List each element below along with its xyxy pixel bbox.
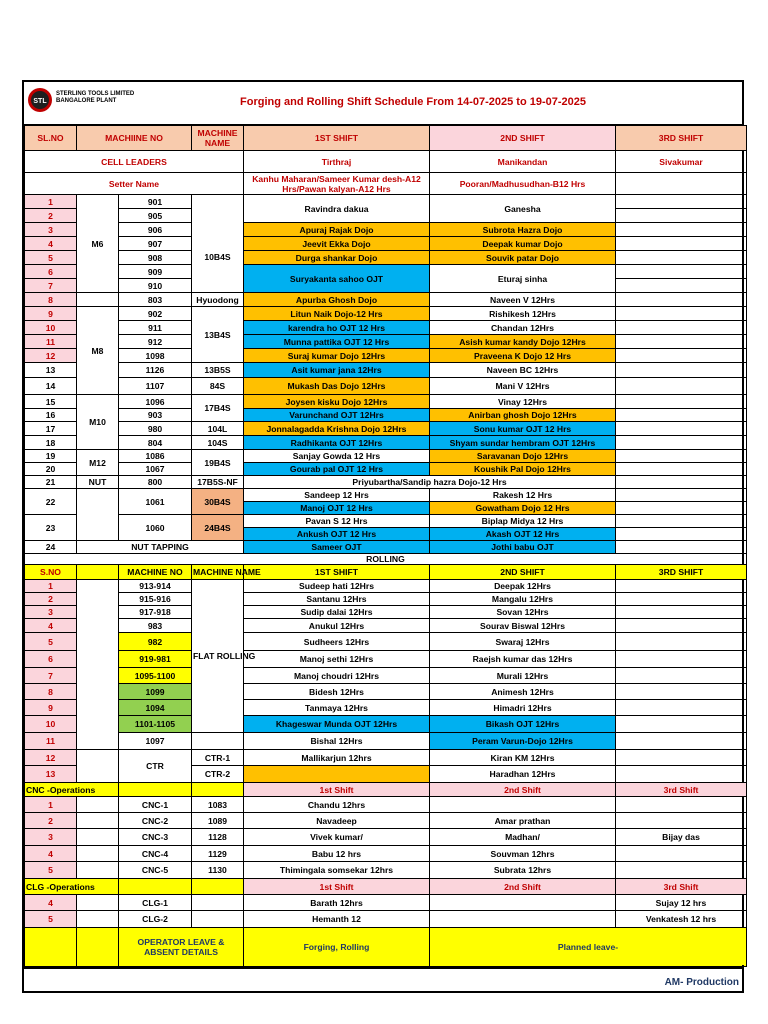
table-row: 12 1098 Suraj kumar Dojo 12Hrs Praveena K Dojo 12 Hrs — [25, 349, 747, 363]
table-row: 10 1101-1105 Khageswar Munda OJT 12Hrs Bikash OJT 12Hrs — [25, 716, 747, 733]
table-row: 16 903 Varunchand OJT 12Hrs Anirban ghosh Dojo 12Hrs — [25, 409, 747, 422]
clg-header-row: CLG -Operations 1st Shift 2nd Shift 3rd Shift — [25, 879, 747, 895]
leave-label: OPERATOR LEAVE & ABSENT DETAILS — [119, 928, 244, 967]
table-row: 10 911 karendra ho OJT 12 Hrs Chandan 12Hrs — [25, 321, 747, 335]
cell-leaders-row — [25, 151, 747, 173]
table-row: 2 915-916 Santanu 12Hrs Mangalu 12Hrs — [25, 593, 747, 606]
col-machine-no: MACHIINE NO — [77, 126, 192, 151]
cnc-label: CNC -Operations — [25, 783, 119, 797]
rolling-title-row — [25, 554, 747, 565]
title-row — [24, 82, 742, 125]
footer — [22, 965, 744, 993]
cell-leader-2: Manikandan — [430, 151, 616, 173]
table-row: 22 1061 30B4S Sandeep 12 Hrs Rakesh 12 Hrs — [25, 489, 747, 502]
group-m10: M10 — [77, 395, 119, 450]
table-row: 7 910 — [25, 279, 747, 293]
footer-text: AM- Production — [664, 977, 739, 988]
table-row: 2 CNC-2 1089 Navadeep Amar prathan — [25, 813, 747, 829]
leave-planned: Planned leave- — [430, 928, 747, 967]
leave-forging-rolling: Forging, Rolling — [244, 928, 430, 967]
table-row: 4 983 Anukul 12Hrs Sourav Biswal 12Hrs — [25, 619, 747, 633]
group-m6: M6 — [77, 195, 119, 293]
table-row: Manoj OJT 12 Hrs Gowatham Dojo 12 Hrs — [25, 502, 747, 515]
table-row: 21 NUT 800 17B5S-NF Priyubartha/Sandip hazra Dojo-12 Hrs — [25, 476, 747, 489]
table-row: 4 CNC-4 1129 Babu 12 hrs Souvman 12hrs — [25, 846, 747, 862]
setter-row — [25, 173, 747, 195]
clg-label: CLG -Operations — [25, 879, 119, 895]
rolling-title: ROLLING — [25, 554, 747, 565]
table-row: 3 917-918 Sudip dalai 12Hrs Sovan 12Hrs — [25, 606, 747, 619]
col-3rd-shift: 3RD SHIFT — [616, 126, 747, 151]
table-row: 3 CNC-3 1128 Vivek kumar/ Madhan/ Bijay das — [25, 829, 747, 846]
col-2nd-shift: 2ND SHIFT — [430, 126, 616, 151]
table-row: 17 980 104L Jonnalagadda Krishna Dojo 12Hrs Sonu kumar OJT 12 Hrs — [25, 422, 747, 436]
table-row: 5 CLG-2 Hemanth 12 Venkatesh 12 hrs — [25, 911, 747, 928]
table-row: 1 913-914 FLAT ROLLING Sudeep hati 12Hrs Deepak 12Hrs — [25, 580, 747, 593]
table-row: Ankush OJT 12 Hrs Akash OJT 12 Hrs — [25, 528, 747, 541]
schedule-sheet — [22, 80, 744, 969]
setter-label: Setter Name — [25, 173, 244, 195]
cell-leader-3: Sivakumar — [616, 151, 747, 173]
table-row: 13 CTR-2 Haradhan 12Hrs — [25, 766, 747, 783]
cnc-header-row: CNC -Operations 1st Shift 2nd Shift 3rd Shift — [25, 783, 747, 797]
col-machine-name: MACHINE NAME — [192, 126, 244, 151]
schedule-table — [24, 125, 747, 967]
page-title: Forging and Rolling Shift Schedule From 14-07-2025 to 19-07-2025 — [240, 96, 586, 108]
col-sl-no: SL.NO — [25, 126, 77, 151]
table-row: 7 1095-1100 Manoj choudri 12Hrs Murali 12Hrs — [25, 668, 747, 684]
table-row: 13 1126 13B5S Asit kumar jana 12Hrs Naveen BC 12Hrs — [25, 363, 747, 378]
table-row: 14 1107 84S Mukash Das Dojo 12Hrs Mani V 12Hrs — [25, 378, 747, 395]
nut-tapping-label: NUT TAPPING — [77, 541, 244, 554]
table-row: 5 908 Durga shankar Dojo Souvik patar Dojo — [25, 251, 747, 265]
table-row: 8 803 Hyuodong Apurba Ghosh Dojo Naveen V 12Hrs — [25, 293, 747, 307]
rolling-header-row: S.NO MACHINE NO MACHINE NAME 1ST SHIFT 2ND SHIFT 3RD SHIFT — [25, 565, 747, 580]
group-m8: M8 — [77, 307, 119, 395]
table-row: 3 906 10B4S Apuraj Rajak Dojo Subrota Hazra Dojo — [25, 223, 747, 237]
table-row: 5 982 Sudheers 12Hrs Swaraj 12Hrs — [25, 633, 747, 651]
table-row: 11 912 Munna pattika OJT 12 Hrs Asish kumar kandy Dojo 12Hrs — [25, 335, 747, 349]
ctr-label: CTR — [119, 750, 192, 783]
table-row: 23 1060 24B4S Pavan S 12 Hrs Biplap Midya 12 Hrs — [25, 515, 747, 528]
group-nut: NUT — [77, 476, 119, 489]
table-row: 4 CLG-1 Barath 12hrs Sujay 12 hrs — [25, 895, 747, 911]
table-row: 1 M6 901 Ravindra dakua Ganesha — [25, 195, 747, 209]
col-1st-shift: 1ST SHIFT — [244, 126, 430, 151]
forging-header-row — [25, 126, 747, 151]
table-row: 18 804 104S Radhikanta OJT 12Hrs Shyam sundar hembram OJT 12Hrs — [25, 436, 747, 450]
table-row: 19 M12 1086 19B4S Sanjay Gowda 12 Hrs Saravanan Dojo 12Hrs — [25, 450, 747, 463]
flat-rolling-label: FLAT ROLLING — [192, 580, 244, 733]
svg-text:STL: STL — [33, 98, 47, 105]
table-row: 4 907 Jeevit Ekka Dojo Deepak kumar Dojo — [25, 237, 747, 251]
leave-row — [25, 928, 747, 967]
table-row: 8 1099 Bidesh 12Hrs Animesh 12Hrs — [25, 684, 747, 700]
table-row: 11 1097 Bishal 12Hrs Peram Varun-Dojo 12Hrs — [25, 733, 747, 750]
setter-2: Pooran/Madhusudhan-B12 Hrs — [430, 173, 616, 195]
company-name: STERLING TOOLS LIMITED BANGALORE PLANT — [56, 91, 135, 104]
table-row: 24 NUT TAPPING Sameer OJT Jothi babu OJT — [25, 541, 747, 554]
table-row: 1 CNC-1 1083 Chandu 12hrs — [25, 797, 747, 813]
table-row: 20 1067 Gourab pal OJT 12 Hrs Koushik Pal Dojo 12Hrs — [25, 463, 747, 476]
table-row: 9 M8 902 13B4S Litun Naik Dojo-12 Hrs Rishikesh 12Hrs — [25, 307, 747, 321]
table-row: 2 905 — [25, 209, 747, 223]
table-row: 6 919-981 Manoj sethi 12Hrs Raejsh kumar das 12Hrs — [25, 651, 747, 668]
cell-leaders-label: CELL LEADERS — [25, 151, 244, 173]
cell-leader-1: Tirthraj — [244, 151, 430, 173]
group-m12: M12 — [77, 450, 119, 476]
table-row: 15 M10 1096 17B4S Joysen kisku Dojo 12Hrs Vinay 12Hrs — [25, 395, 747, 409]
table-row: 6 909 Suryakanta sahoo OJT Eturaj sinha — [25, 265, 747, 279]
table-row: 12 CTR CTR-1 Mallikarjun 12hrs Kiran KM 12Hrs — [25, 750, 747, 766]
table-row: 5 CNC-5 1130 Thimingala somsekar 12hrs Subrata 12hrs — [25, 862, 747, 879]
table-row: 9 1094 Tanmaya 12Hrs Himadri 12Hrs — [25, 700, 747, 716]
setter-1: Kanhu Maharan/Sameer Kumar desh-A12 Hrs/Pawan kalyan-A12 Hrs — [244, 173, 430, 195]
